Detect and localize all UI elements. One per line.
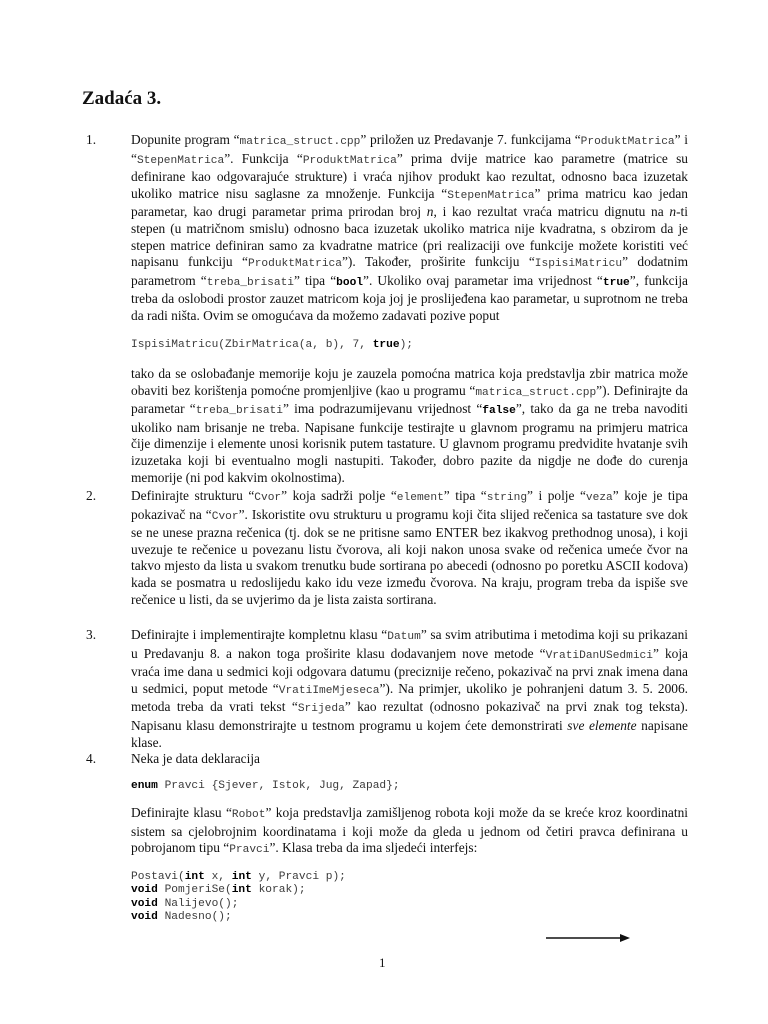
- task-1: [82, 132, 688, 486]
- task-number: 1.: [86, 132, 97, 147]
- paragraph: tako da se oslobađanje memorije koju je zauzela pomoćna matrica koja predstavlja zbir matrica može obaviti bez korištenja pomoćne promjenljive (kao u programu “matrica_struct.cpp”). Definirajte da parametar “treba_brisati” ima podrazumijevanu vrijednost “false”, tako da ga ne treba navoditi ukoliko nam brisanje ne treba. Napisane funkcije testirajte u glavnom programu na primjeru matrica čije dimenzije i elemente unosi korisnik putem tastature. U glavnom programu predvidite hvatanje svih izuzetaka koji bi eventualno mogli nastupiti. Također, dobro pazite da nigdje ne dođe do curenja memorije (ni pod kakvim okolnostima).: [131, 365, 689, 485]
- task-4: [82, 751, 688, 924]
- page-title: Zadaća 3.: [82, 88, 162, 109]
- code-snippet: IspisiMatricu(ZbirMatrica(a, b), 7, true);: [131, 338, 413, 351]
- continue-arrow-icon: [546, 931, 630, 945]
- task-number: 3.: [86, 627, 97, 642]
- task-number: 2.: [86, 488, 97, 503]
- paragraph: Neka je data deklaracija: [131, 751, 260, 766]
- task-number: 4.: [86, 751, 97, 766]
- paragraph: Dopunite program “matrica_struct.cpp” priložen uz Predavanje 7. funkcijama “ProduktMatrica” i “StepenMatrica”. Funkcija “ProduktMatrica” prima dvije matrice kao parametre (matrice su definirane kao odgovarajuće strukture) i vraća njihov produkt kao rezultat, odnosno baca izuzetak ukoliko matrice nisu saglasne za množenje. Funkcija “StepenMatrica” prima matricu kao jedan parametar, kao drugi parametar prima prirodan broj n, i kao rezultat vraća matricu dignutu na n-ti stepen (u matričnom smislu) odnosno baca izuzetak ukoliko matrica nije kvadratna, s obzirom da je stepen matrice definiran samo za kvadratne matrice (pri realizaciji ove funkcije možete koristiti već napisanu funkciju “ProduktMatrica”). Također, proširite funkciju “IspisiMatricu” dodatnim parametrom “treba_brisati” tipa “bool”. Ukoliko ovaj parametar ima vrijednost “true”, funkcija treba da oslobodi prostor zauzet matricom koja joj je proslijeđena kao parametar, u suprotnom ne treba da radi ništa. Ovim se omogućava da možemo zadavati pozive poput: [131, 132, 689, 323]
- paragraph: Definirajte klasu “Robot” koja predstavlja zamišljenog robota koji može da se kreće kroz koordinatni sistem sa cjelobrojnim koordinatama i koji može da gleda u jednom od četiri pravca definirana u pobrojanom tipu “Pravci”. Klasa treba da ima sljedeći interfejs:: [131, 805, 688, 857]
- paragraph: Definirajte i implementirajte kompletnu klasu “Datum” sa svim atributima i metodima koji su prikazani u Predavanju 8. a nakon toga proširite klasu dodavanjem nove metode “VratiDanUSedmici” koja vraća ime dana u sedmici koji odgovara datumu (preciznije rečeno, pokazivač na prvi znak imena dana u sedmici, poput metode “VratiImeMjeseca”). Na primjer, ukoliko je pohranjeni datum 3. 5. 2006. metoda treba da vrati tekst “Srijeda” kao rezultat (odnosno pokazivač na prvi znak tog teksta). Napisanu klasu demonstrirajte u testnom programu u kojem ćete demonstrirati sve elemente napisane klase.: [131, 627, 689, 750]
- code-snippet: enum Pravci {Sjever, Istok, Jug, Zapad};: [131, 779, 400, 792]
- paragraph: Definirajte strukturu “Cvor” koja sadrži polje “element” tipa “string” i polje “veza” koje je tipa pokazivač na “Cvor”. Iskoristite ovu strukturu u programu koji čita slijed rečenica sa tastature sve dok se ne unese prazna rečenica (tj. dok se ne pritisne samo ENTER bez ikakvog prethodnog unosa), i koji uvezuje te rečenice u povezanu listu čvorova, ali koji nakon unosa svake od rečenica umeće čvor na takvo mjesto da lista u svakom trenutku bude sortirana po abecedi (odnosno po poretku ASCII kodova) kada se posmatra u redoslijedu kako idu veze između čvorova. Na kraju, program treba da ispiše sve rečenice u listi, da se uvjerimo da je lista zaista sortirana.: [131, 488, 688, 607]
- code-snippet: Postavi(int x, int y, Pravci p); void PomjeriSe(int korak); void Nalijevo(); void Nadesno();: [131, 870, 346, 923]
- task-3: [82, 627, 688, 751]
- page-number: 1: [379, 955, 386, 970]
- task-2: [82, 488, 688, 608]
